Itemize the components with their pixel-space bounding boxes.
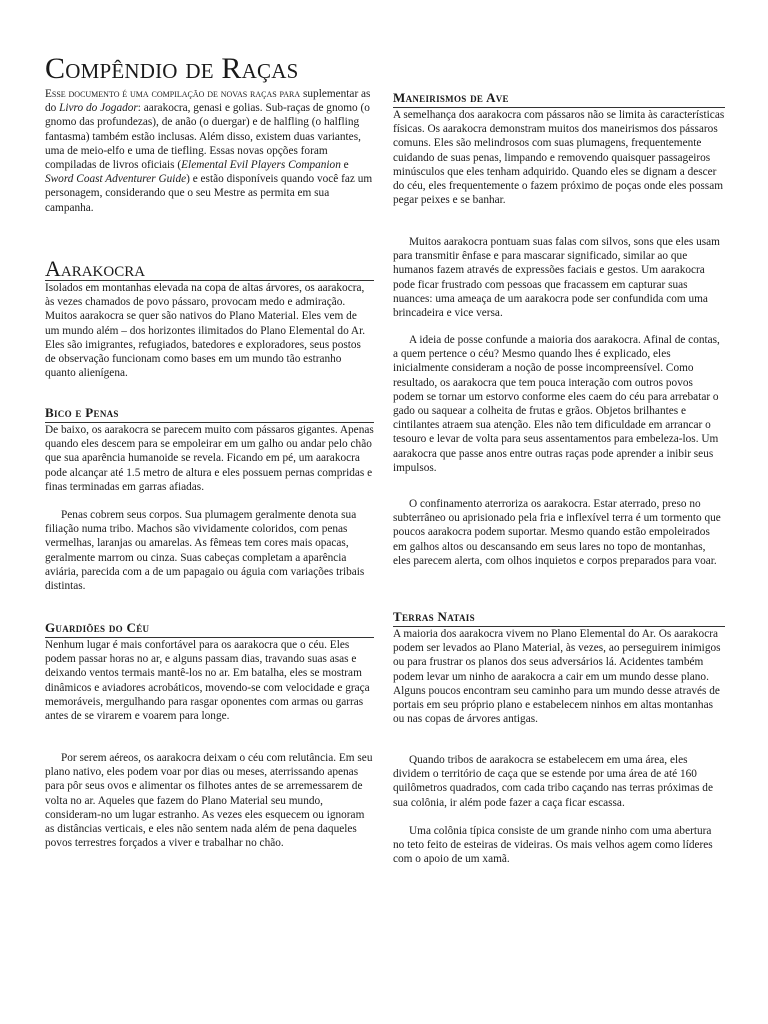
document-title: Compêndio de Raças (45, 52, 299, 85)
maneirismos-paragraph-3: A ideia de posse confunde a maioria dos aarakocra. Afinal de contas, a quem pertence o céu? Mesmo quando lhes é explicado, eles inicialmente consideram a noção de posse incompreensível. Como resultado, os aarakocra que tem pouca interação com outros povos podem se tornar um estorvo conforme eles caem do céu para arrebatar o gado ou saquear a colheita de frutas e grãos. Objetos brilhantes e cintilantes atraem sua atenção. Eles não tem dificuldade em arrancar o tesouro e levar de volta para seus assentamentos para embeleza-los. Um aarakocra que passe anos entre outras raças pode aprender a inibir seus impulsos. (393, 334, 720, 474)
intro-paragraph (45, 87, 374, 215)
maneirismos-paragraph-2: Muitos aarakocra pontuam suas falas com silvos, sons que eles usam para transmitir ênfase e para mascarar significado, similar ao que humanos fazem através de expressões faciais e gestos. Um aarakocra pode ficar frustrado com pessoas que fracassem em capturar suas nuances: uma ameaça de um aarakocra pode ser confundida com uma brincadeira e vice versa. (393, 236, 720, 320)
bico-penas-paragraph-2: Penas cobrem seus corpos. Sua plumagem geralmente denota sua filiação numa tribo. Machos são vividamente coloridos, com penas vermelhas, laranjas ou amarelas. As fêmeas tem cores mais opacas, geralmente marrom ou cinza. Suas cabeças completam a aparência aviária, parecida com a de um papagaio ou águia com variações tribais distintas. (45, 509, 365, 593)
guardioes-paragraph-2: Por serem aéreos, os aarakocra deixam o céu com relutância. Em seu plano nativo, eles podem voar por dias ou meses, aterrissando apenas para pôr seus ovos e alimentar os filhotes antes de se arremessarem de volta no ar. Aqueles que fazem do Plano Material seu mundo, consideram-no um lugar estranho. As vezes eles esquecem ou ignoram as distâncias verticais, e eles não sentem nada além de pena daqueles povos terrestres forçados a viver e trabalhar no chão. (45, 752, 373, 850)
book-title: Elemental Evil Players Companion (181, 159, 341, 172)
aarakocra-intro-paragraph: Isolados em montanhas elevada na copa de altas árvores, os aarakocra, às vezes chamados de povo pássaro, provocam medo e admiração. Muitos aarakocra se quer são nativos do Plano Material. Eles vem de um mundo além – dos horizontes ilimitados do Plano Elemental do Ar. Eles são imigrantes, refugiados, batedores e exploradores, seus postos de observação funcionam como bases em um mundo tão estranho quanto alienígena. (45, 282, 366, 380)
terras-paragraph-3: Uma colônia típica consiste de um grande ninho com uma abertura no teto feito de esteiras de videiras. Os mais velhos agem como líderes com o apoio de um xamã. (393, 825, 713, 866)
section-heading-aarakocra: Aarakocra (45, 256, 146, 281)
section-heading-bico-penas: Bico e Penas (45, 405, 119, 420)
bico-penas-paragraph-1: De baixo, os aarakocra se parecem muito com pássaros gigantes. Apenas quando eles descem para se empoleirar em um galho ou andar pelo chão que sua aparência humanoide se revela. Ficando em pé, um aarakocra pode alcançar até 1.5 metro de altura e eles possuem pernas compridas e finas terminadas em garras afiadas. (45, 424, 374, 493)
book-title: Sword Coast Adventurer Guide (45, 173, 187, 186)
section-heading-terras: Terras Natais (393, 609, 475, 624)
terras-paragraph-1: A maioria dos aarakocra vivem no Plano Elemental do Ar. Os aarakocra podem ser levados ao Plano Material, às vezes, ao perseguirem inimigos ou para frustrar os planos dos seus adversários lá. Acidentes também podem levar um ninho de aarakocra a cair em um mundo desse plano. Alguns poucos encontram seu caminho para um mundo desse através de portais em seu próprio plano e estabelecem ninhos em altas montanhas ou nas copas de árvores antigas. (393, 628, 721, 726)
maneirismos-paragraph-4: O confinamento aterroriza os aarakocra. Estar aterrado, preso no subterrâneo ou aprisionado pela fria e inflexível terra é um tormento que poucos aarakocra podem suportar. Mesmo quando estão empoleirados em galhos altos ou descansando em seus lares no topo de montanhas, eles parecem alerta, com olhos inquietos e corpos preparados para voar. (393, 498, 721, 567)
section-heading-maneirismos: Maneirismos de Ave (393, 90, 509, 105)
maneirismos-paragraph-1: A semelhança dos aarakocra com pássaros não se limita às características físicas. Os aarakocra demonstram muitos dos maneirismos dos pássaros comuns. Eles são melindrosos com suas plumagens, frequentemente cuidando de suas penas, limpando e removendo quaisquer passageiros minúsculos que eles tenham adquirido. Quando eles se dignam a descer do céu, eles frequentemente o fazem próximo de poças onde eles possam pegar peixes e se banhar. (393, 109, 725, 207)
intro-text: : aarakocra, genasi e golias. Sub-raças de gnomo (o gnomo das profundezas), de anão (o duergar) e de halfling (o halfling fantasma) também estão inclusas. Além disso, existem duas variantes, uma de meio-elfo e uma de tiefling. Essas novas opções foram compiladas de livros oficiais ( (45, 102, 370, 172)
intro-text: ) e estão disponíveis quando você faz um personagem, considerando que o seu Mestre as permita em sua campanha. (45, 173, 373, 214)
book-title: Livro do Jogador (59, 102, 138, 115)
section-heading-guardioes: Guardiões do Céu (45, 620, 150, 635)
terras-paragraph-2: Quando tribos de aarakocra se estabelecem em uma área, eles dividem o território de caça que se estende por uma área de até 160 quilômetros quadrados, com cada tribo caçando nas terras próximas de sua colônia, ir além pode fazer a caça ficar escassa. (393, 754, 713, 809)
intro-lead: Esse documento é uma compilação de novas raças para (45, 88, 301, 100)
intro-text: e (340, 159, 349, 172)
guardioes-paragraph-1: Nenhum lugar é mais confortável para os aarakocra que o céu. Eles podem passar horas no ar, e alguns passam dias, travando suas asas e deixando ventos termais mantê-los no ar. Em batalha, eles se mostram dinâmicos e aviadores acrobáticos, movendo-se com velocidade e graça memoráveis, mergulhando para rasgar oponentes com armas ou garras antes de se virarem e voarem para longe. (45, 639, 370, 723)
intro-text: suplementar as do (45, 88, 371, 115)
